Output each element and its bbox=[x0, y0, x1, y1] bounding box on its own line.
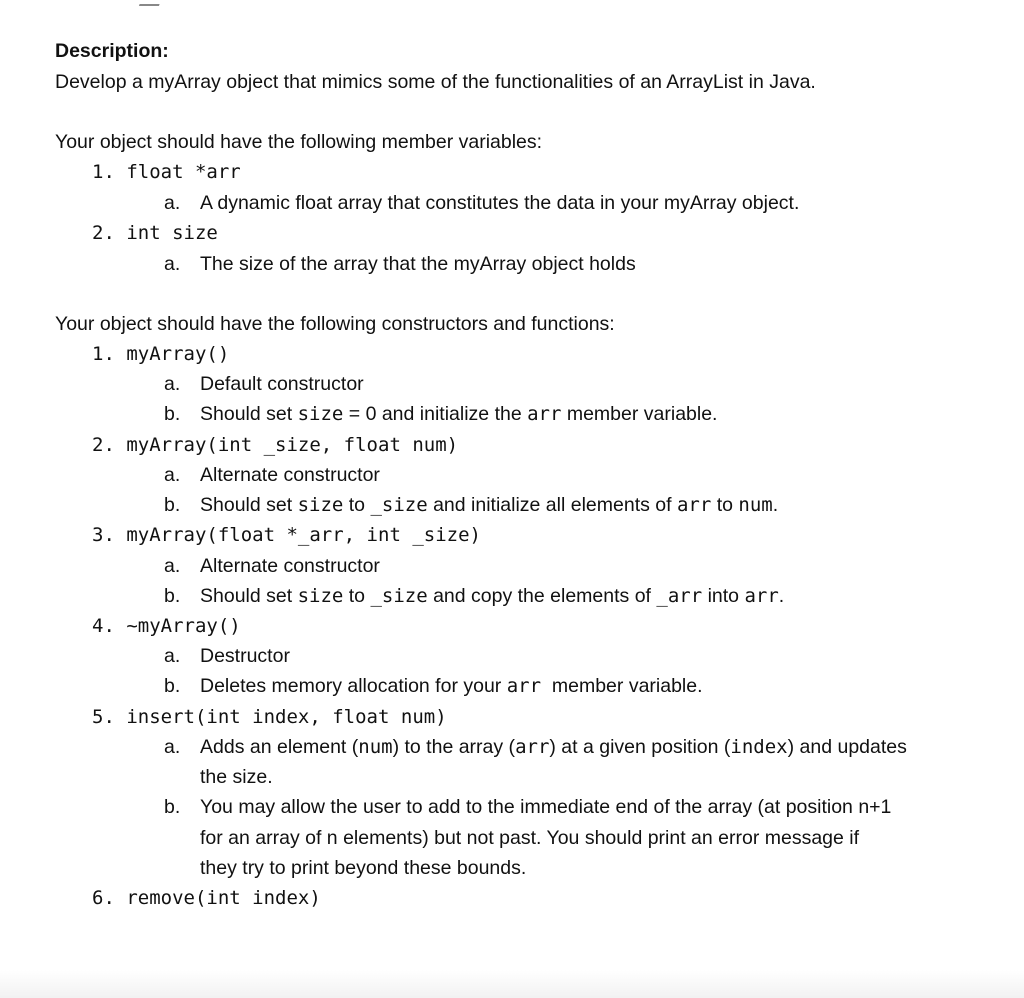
item-number: 1. bbox=[92, 343, 115, 365]
function-2-sub-a bbox=[164, 462, 380, 488]
sub-label: b. bbox=[164, 494, 181, 516]
function-item-5 bbox=[92, 704, 447, 730]
inline-code: index bbox=[730, 736, 788, 758]
intro-text: Develop a myArray object that mimics some of the functionalities of an ArrayList in Java. bbox=[55, 71, 816, 93]
sub-text: and initialize all elements of bbox=[427, 494, 677, 516]
function-5-sub-b bbox=[164, 794, 891, 820]
function-1-sub-a bbox=[164, 371, 364, 397]
sub-text: to bbox=[343, 494, 371, 516]
function-3-sub-b bbox=[164, 583, 784, 609]
function-item-6 bbox=[92, 885, 321, 911]
sub-label: b. bbox=[164, 675, 181, 697]
sub-label: b. bbox=[164, 585, 181, 607]
function-5-sub-a bbox=[164, 734, 907, 760]
function-item-1 bbox=[92, 341, 229, 367]
sub-label: a. bbox=[164, 736, 181, 758]
description-heading: Description: bbox=[55, 40, 169, 62]
function-code: myArray() bbox=[126, 343, 230, 365]
function-code: myArray(float *_arr, int _size) bbox=[126, 524, 481, 546]
function-item-2 bbox=[92, 432, 458, 458]
sub-text: Adds an element ( bbox=[200, 736, 359, 758]
sub-text: . bbox=[772, 494, 779, 516]
member-item-1 bbox=[92, 159, 241, 185]
sub-text: ) and updates bbox=[787, 736, 907, 758]
inline-code: arr bbox=[527, 403, 562, 425]
inline-code: arr bbox=[515, 736, 550, 758]
member-1-sub-a bbox=[164, 190, 799, 216]
item-number: 6. bbox=[92, 887, 115, 909]
sub-label: a. bbox=[164, 253, 181, 275]
sub-text: Destructor bbox=[200, 645, 290, 667]
sub-text: Alternate constructor bbox=[200, 464, 380, 486]
sub-text: member variable. bbox=[541, 675, 703, 697]
sub-text: A dynamic float array that constitutes the data in your myArray object. bbox=[200, 192, 800, 214]
inline-code: size bbox=[297, 494, 344, 516]
sub-text: Should set bbox=[200, 403, 298, 425]
function-code: insert(int index, float num) bbox=[126, 706, 447, 728]
member-2-sub-a bbox=[164, 251, 636, 277]
sub-text: The size of the array that the myArray object holds bbox=[200, 253, 636, 275]
sub-text: Should set bbox=[200, 494, 298, 516]
scan-artifact bbox=[139, 0, 161, 6]
inline-code: size bbox=[297, 585, 344, 607]
function-3-sub-a bbox=[164, 553, 380, 579]
sub-text: member variable. bbox=[561, 403, 718, 425]
item-number: 2. bbox=[92, 222, 115, 244]
function-code: myArray(int _size, float num) bbox=[126, 434, 459, 456]
item-number: 5. bbox=[92, 706, 115, 728]
inline-code: _size bbox=[370, 585, 428, 607]
sub-label: a. bbox=[164, 373, 181, 395]
inline-code: num bbox=[358, 736, 393, 758]
sub-text: Deletes memory allocation for your bbox=[200, 675, 507, 697]
members-title: Your object should have the following member variables: bbox=[55, 131, 543, 153]
function-item-3 bbox=[92, 522, 481, 548]
function-5-sub-b-line3: they try to print beyond these bounds. bbox=[200, 857, 527, 879]
sub-text: Default constructor bbox=[200, 373, 364, 395]
function-4-sub-a bbox=[164, 643, 290, 669]
sub-text: to bbox=[343, 585, 371, 607]
sub-label: a. bbox=[164, 192, 181, 214]
item-number: 3. bbox=[92, 524, 115, 546]
function-2-sub-b bbox=[164, 492, 778, 518]
sub-text: . bbox=[778, 585, 785, 607]
functions-title: Your object should have the following constructors and functions: bbox=[55, 313, 615, 335]
sub-label: b. bbox=[164, 796, 181, 818]
sub-text: ) to the array ( bbox=[392, 736, 516, 758]
member-item-2 bbox=[92, 220, 218, 246]
inline-code: arr bbox=[744, 585, 779, 607]
page-bottom-shade bbox=[0, 970, 1024, 998]
function-4-sub-b bbox=[164, 673, 703, 699]
function-code: ~myArray() bbox=[126, 615, 241, 637]
inline-code: _arr bbox=[656, 585, 703, 607]
item-number: 4. bbox=[92, 615, 115, 637]
sub-text: Should set bbox=[200, 585, 298, 607]
sub-text: You may allow the user to add to the immediate end of the array (at position n+1 bbox=[200, 796, 892, 818]
function-1-sub-b bbox=[164, 401, 717, 427]
member-code: int size bbox=[126, 222, 218, 244]
sub-label: a. bbox=[164, 464, 181, 486]
function-code: remove(int index) bbox=[126, 887, 321, 909]
function-item-4 bbox=[92, 613, 241, 639]
inline-code: arr bbox=[676, 494, 712, 516]
sub-text: = 0 and initialize the bbox=[343, 403, 528, 425]
sub-label: a. bbox=[164, 555, 181, 577]
sub-text: into bbox=[702, 585, 745, 607]
inline-code: size bbox=[297, 403, 344, 425]
sub-text: and copy the elements of bbox=[427, 585, 657, 607]
inline-code: num bbox=[738, 494, 773, 516]
inline-code: arr bbox=[506, 675, 542, 697]
inline-code: _size bbox=[370, 494, 428, 516]
sub-text: ) at a given position ( bbox=[549, 736, 731, 758]
item-number: 1. bbox=[92, 161, 115, 183]
sub-label: b. bbox=[164, 403, 181, 425]
sub-text: to bbox=[711, 494, 739, 516]
member-code: float *arr bbox=[126, 161, 241, 183]
sub-text: Alternate constructor bbox=[200, 555, 380, 577]
function-5-sub-a-cont: the size. bbox=[200, 766, 273, 788]
item-number: 2. bbox=[92, 434, 115, 456]
sub-label: a. bbox=[164, 645, 181, 667]
function-5-sub-b-line2: for an array of n elements) but not past. You should print an error message if bbox=[200, 827, 860, 849]
